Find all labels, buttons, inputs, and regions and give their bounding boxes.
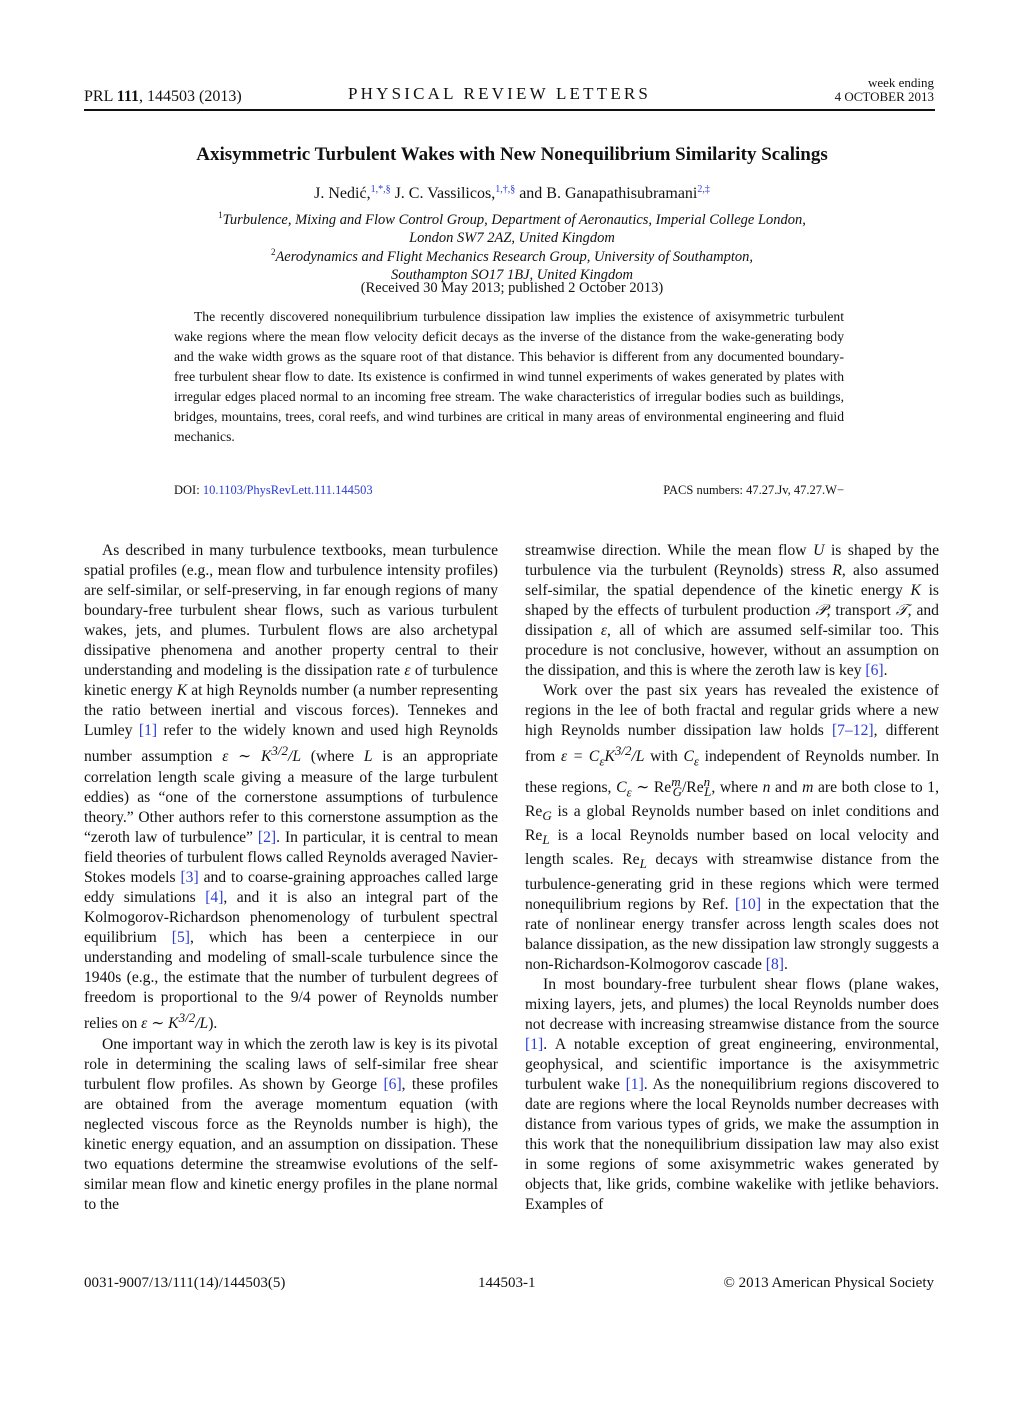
author-marks[interactable]: 2,‡ xyxy=(697,184,710,195)
text: is shaped by the effects of turbulent production xyxy=(525,582,939,620)
doi-link[interactable]: 10.1103/PhysRevLett.111.144503 xyxy=(202,483,373,497)
text: , transport xyxy=(826,602,896,620)
math: ε xyxy=(600,622,608,640)
affiliation-number: 1 xyxy=(218,210,223,220)
math: L xyxy=(363,748,373,766)
author-marks[interactable]: 1,*,§ xyxy=(370,184,391,195)
equation: 3/2 xyxy=(614,743,632,759)
equation: n xyxy=(703,773,711,789)
body-column-right xyxy=(525,541,939,1215)
affiliation-line: Aerodynamics and Flight Mechanics Research Group, University of Southampton, xyxy=(275,248,754,265)
article-title: Axisymmetric Turbulent Wakes with New Nonequilibrium Similarity Scalings xyxy=(196,144,828,165)
paragraph xyxy=(525,681,939,975)
journal-code: 0031-9007/13/111(14)/144503(5) xyxy=(84,1275,286,1291)
equation: /L xyxy=(631,748,645,766)
text: with xyxy=(644,748,684,766)
author-name: and B. Ganapathisubramani xyxy=(519,185,698,202)
page-number: 144503-1 xyxy=(478,1275,536,1291)
text: ). xyxy=(208,1015,218,1033)
text: streamwise direction. While the mean flow xyxy=(525,542,814,559)
text: in the expectation that the rate of nonlinear energy transfer across length scales does not balance dissipation, as the new dissipation law strongly suggests a non-Richardson-Kolmogorov cascade xyxy=(525,895,939,973)
text: at high Reynolds number (a number representing the ratio between inertial and viscous forces). Tennekes and Lumley xyxy=(84,682,498,740)
equation: ε = C xyxy=(560,748,600,766)
text: . As the nonequilibrium regions discovered to date are regions where the local Reynolds number decreases with distance from various types of grids, we make the assumption in this work that the nonequilibrium dissipation law may also exist in some regions of some axisymmetric wakes generated by objects that, like grids, combine wakelike with jetlike behaviors. Examples of xyxy=(525,1076,940,1214)
citation-link[interactable]: [2] xyxy=(257,828,277,846)
text: , all of which are assumed self-similar too. This procedure is not conclusive, however, without an assumption on the dissipation, and this is where the zeroth law is key xyxy=(525,622,939,680)
citation-link[interactable]: [10] xyxy=(735,895,762,913)
citation xyxy=(84,88,242,106)
text: , where xyxy=(711,779,763,796)
math: L xyxy=(639,856,647,872)
volume: 111 xyxy=(116,88,139,105)
math: m xyxy=(802,779,814,796)
text: of turbulence kinetic energy xyxy=(84,662,498,700)
equation: /L xyxy=(195,1015,209,1033)
citation-link[interactable]: [1] xyxy=(625,1076,644,1094)
copyright: © 2013 American Physical Society xyxy=(723,1275,934,1291)
text: Work over the past six years has revealed the existence of regions in the lee of both fractal and regular grids where a new high Reynolds number dissipation law holds xyxy=(525,682,939,740)
citation-link[interactable]: [1] xyxy=(525,1036,544,1053)
paragraph xyxy=(525,541,939,681)
equation: /L xyxy=(288,748,302,766)
text: . A notable exception of great engineering, environmental, geophysical, and scientific importance is the axisymmetric turbulent wake xyxy=(525,1036,939,1094)
math: 𝒯 xyxy=(895,602,908,620)
text: is a local Reynolds number based on local velocity and length scales. Re xyxy=(525,827,939,869)
header-rule xyxy=(84,109,935,111)
equation: ε xyxy=(599,753,605,769)
pacs-numbers: PACS numbers: 47.27.Jv, 47.27.W− xyxy=(663,483,844,497)
equation: m xyxy=(671,773,681,789)
week-ending-label: week ending xyxy=(867,75,934,90)
equation: K xyxy=(604,748,615,766)
text: , and dissipation xyxy=(525,602,939,640)
math: U xyxy=(813,542,825,559)
text: , these profiles are obtained from the average momentum equation (with neglected viscous force as the Reynolds number is high), the kinetic energy equation, and an assumption on dissipation. These two equations determine the streamwise evolutions of the self-similar mean flow and kinetic energy profiles in the plane normal to the xyxy=(84,1075,498,1213)
citation-link[interactable]: [6] xyxy=(383,1075,402,1093)
author-name: J. Nedić, xyxy=(314,185,371,202)
text: In most boundary-free turbulent shear flows (plane wakes, mixing layers, jets, and plumes) the local Reynolds number does not decrease with increasing streamwise distance from the source xyxy=(525,975,939,1033)
week-ending xyxy=(835,76,934,104)
math: L xyxy=(542,832,550,848)
week-ending-date: 4 OCTOBER 2013 xyxy=(834,89,934,104)
text: (where xyxy=(301,748,364,766)
author-list xyxy=(0,184,1024,203)
journal-name: PHYSICAL REVIEW LETTERS xyxy=(348,84,652,103)
math: R xyxy=(832,562,842,580)
math: C xyxy=(683,748,694,766)
math: 𝒫 xyxy=(815,602,827,620)
text: is a global Reynolds number based on inlet conditions and Re xyxy=(525,803,939,845)
affiliation-line: Southampton SO17 1BJ, United Kingdom xyxy=(390,267,634,284)
text: , which has been a centerpiece in our understanding and modeling of small-scale turbulence since the 1940s (e.g., the estimate that the number of turbulent degrees of freedom is proportional to the 9/4 power of Reynolds number relies on xyxy=(84,929,498,1033)
text: , different from xyxy=(525,722,939,766)
paragraph xyxy=(84,1035,498,1215)
citation-link[interactable]: [3] xyxy=(180,868,199,886)
equation: L xyxy=(704,784,712,800)
citation-link[interactable]: [6] xyxy=(865,662,884,680)
citation-link[interactable]: [4] xyxy=(205,888,224,906)
equation: 3/2 xyxy=(178,1010,196,1026)
body-column-left xyxy=(84,541,498,1215)
equation: G xyxy=(672,784,682,800)
abstract-text: The recently discovered nonequilibrium turbulence dissipation law implies the existence of axisymmetric turbulent wake regions where the mean flow velocity deficit decays as the inverse of the distance from the wake-generating body and the wake width grows as the square root of that distance. This behavior is different from any documented boundary-free turbulent shear flow to date. Its existence is confirmed in wind tunnel experiments of wakes generated by plates with irregular edges placed normal to an incoming free stream. The wake characteristics of irregular bodies such as buildings, bridges, mountains, trees, coral reefs, and wind turbines are critical in many areas of environmental engineering and fluid mechanics. xyxy=(174,309,844,444)
text: refer to the widely known and used high Reynolds number assumption xyxy=(84,722,499,766)
equation: ∼ Re xyxy=(631,779,672,796)
text: , and it is also an integral part of the Kolmogorov-Richardson phenomenology of turbulent spectral equilibrium xyxy=(84,888,498,947)
received-dates: (Received 30 May 2013; published 2 October 2013) xyxy=(360,280,664,296)
text: and to coarse-graining approaches called large eddy simulations xyxy=(84,868,498,906)
doi xyxy=(174,483,373,498)
text: . In particular, it is central to mean field theories of turbulent flows called Reynolds averaged Navier-Stokes models xyxy=(84,828,498,886)
paragraph xyxy=(525,975,939,1216)
equation: ε ∼ K xyxy=(222,748,272,766)
math: K xyxy=(176,682,188,700)
citation-link[interactable]: [5] xyxy=(171,929,190,947)
equation: ε xyxy=(626,784,632,800)
math: ε xyxy=(693,753,700,769)
paragraph xyxy=(84,541,498,1035)
citation-suffix: , 144503 (2013) xyxy=(138,88,242,105)
affiliation-line: London SW7 2AZ, United Kingdom xyxy=(409,230,615,247)
math: G xyxy=(542,808,552,824)
citation-link[interactable]: [7–12] xyxy=(831,722,874,740)
math: n xyxy=(762,779,771,796)
abstract xyxy=(174,307,844,447)
text: , also assumed self-similar, the spatial dependence of the kinetic energy xyxy=(525,562,939,600)
text: and xyxy=(770,779,803,796)
math: ε xyxy=(404,662,411,680)
citation-prefix: PRL xyxy=(84,88,117,105)
text: independent of Reynolds number. In these regions, xyxy=(525,748,939,796)
author-name: J. C. Vassilicos, xyxy=(394,185,496,202)
author-marks[interactable]: 1,†,§ xyxy=(495,184,516,195)
equation: 3/2 xyxy=(271,743,288,759)
text: As described in many turbulence textbooks, mean turbulence spatial profiles (e.g., mean flow and turbulence intensity profiles) are self-similar, or self-preserving, in far enough regions of many boundary-free turbulent shear flows, such as various turbulent wakes, jets, and plumes. Turbulent flows are also archetypal dissipative phenomena and another property central to their understanding and modeling is the dissipation rate xyxy=(84,542,498,680)
affiliation-2 xyxy=(0,243,1024,285)
text: is shaped by the turbulence via the turbulent (Reynolds) stress xyxy=(525,542,939,580)
doi-label: DOI: xyxy=(174,483,203,497)
affiliation-line: Turbulence, Mixing and Flow Control Group, Department of Aeronautics, Imperial College London, xyxy=(222,211,806,228)
text: . xyxy=(783,955,788,973)
text: . xyxy=(883,662,888,680)
affiliation-number: 2 xyxy=(270,247,276,257)
equation: /Re xyxy=(681,779,704,796)
math: K xyxy=(910,582,921,600)
text: is an appropriate correlation length scale giving a measure of the large turbulent eddies) as “one of the cornerstone assumptions of turbulence theory.” Other authors refer to this cornerstone assumption as the “zeroth law of turbulence” xyxy=(84,748,498,846)
equation: ε ∼ K xyxy=(141,1015,179,1033)
affiliation-1 xyxy=(0,206,1024,248)
text: decays with streamwise distance from the turbulence-generating grid in these regions which were termed nonequilibrium regions by Ref. xyxy=(525,851,939,913)
citation-link[interactable]: [8] xyxy=(765,955,784,973)
equation: C xyxy=(616,779,627,796)
citation-link[interactable]: [1] xyxy=(138,722,158,740)
text: One important way in which the zeroth law is key is its pivotal role in determining the scaling laws of self-similar free shear turbulent flow profiles. As shown by George xyxy=(84,1035,498,1093)
text: are both close to 1, Re xyxy=(525,779,939,821)
